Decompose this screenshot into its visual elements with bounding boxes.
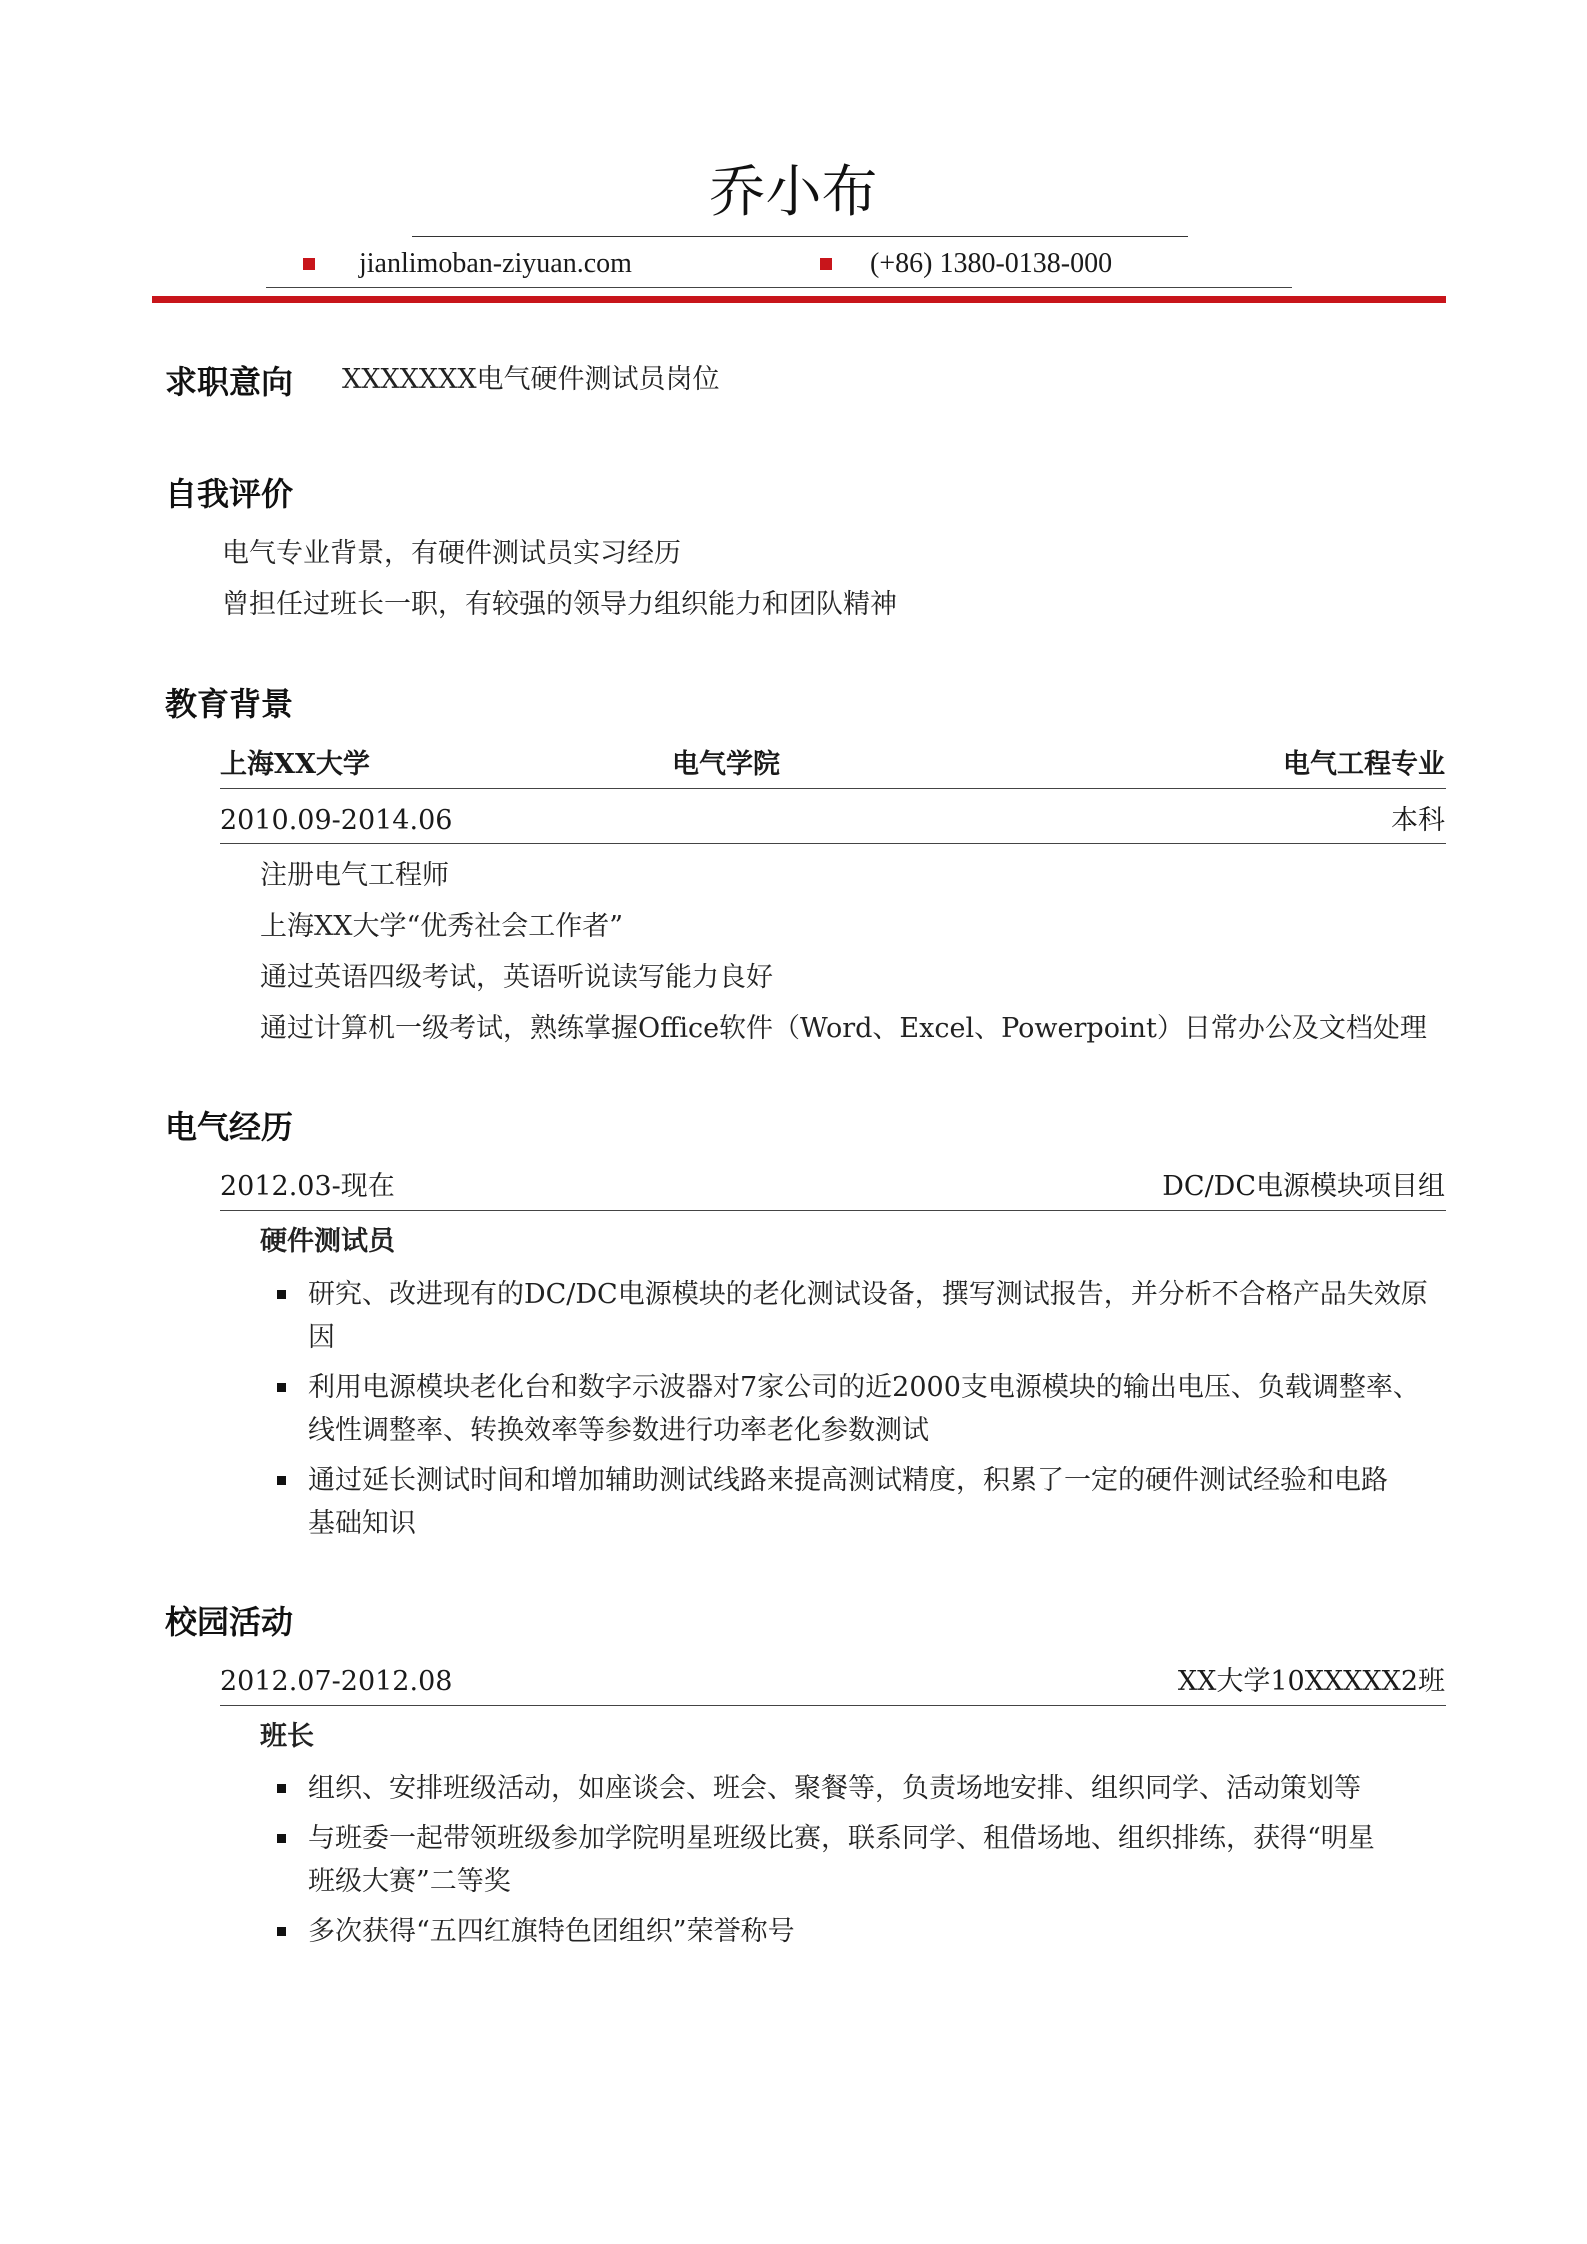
- campus-bullet: [308, 1817, 1448, 1903]
- bullet-icon: [277, 1927, 286, 1936]
- education-period: 2010.09-2014.06: [220, 805, 453, 836]
- red-square-icon: [820, 258, 832, 270]
- education-degree: 本科: [1391, 805, 1445, 836]
- education-period-row: [220, 802, 1445, 840]
- education-header-row: [220, 746, 1445, 784]
- name-underline: [412, 236, 1188, 237]
- divider: [220, 1210, 1446, 1211]
- education-item: 通过计算机一级考试，熟练掌握Office软件（Word、Excel、Powerpoint）日常办公及文档处理: [260, 1013, 1427, 1044]
- campus-period-row: [220, 1663, 1445, 1701]
- divider: [220, 788, 1446, 789]
- campus-bullet: [308, 1910, 1448, 1953]
- section-title-objective: 求职意向: [165, 363, 294, 401]
- section-title-campus: 校园活动: [165, 1603, 294, 1641]
- bullet-line: 因: [308, 1322, 335, 1353]
- campus-period: 2012.07-2012.08: [220, 1666, 453, 1697]
- experience-period-row: [220, 1168, 1445, 1206]
- experience-bullet: [308, 1459, 1448, 1545]
- campus-role: 班长: [260, 1721, 314, 1752]
- bullet-line: 组织、安排班级活动，如座谈会、班会、聚餐等，负责场地安排、组织同学、活动策划等: [308, 1773, 1361, 1804]
- experience-period: 2012.03-现在: [220, 1171, 395, 1202]
- bullet-line: 研究、改进现有的DC/DC电源模块的老化测试设备，撰写测试报告，并分析不合格产品失效原: [308, 1279, 1428, 1310]
- section-title-self-eval: 自我评价: [165, 475, 294, 513]
- bullet-line: 班级大赛”二等奖: [308, 1866, 511, 1897]
- bullet-icon: [277, 1383, 286, 1392]
- red-square-icon: [303, 258, 315, 270]
- campus-bullet: [308, 1767, 1448, 1810]
- self-eval-line: 曾担任过班长一职，有较强的领导力组织能力和团队精神: [222, 589, 897, 620]
- bullet-line: 通过延长测试时间和增加辅助测试线路来提高测试精度，积累了一定的硬件测试经验和电路: [308, 1465, 1388, 1496]
- school-name: 上海XX大学: [220, 749, 370, 780]
- bullet-icon: [277, 1476, 286, 1485]
- phone-text: (+86) 1380-0138-000: [870, 248, 1113, 279]
- contact-underline: [266, 287, 1292, 288]
- experience-role: 硬件测试员: [260, 1226, 395, 1257]
- self-eval-line: 电气专业背景，有硬件测试员实习经历: [222, 538, 681, 569]
- college-name: 电气学院: [672, 749, 780, 780]
- experience-bullet: [308, 1366, 1448, 1452]
- education-item: 上海XX大学“优秀社会工作者”: [260, 911, 624, 942]
- campus-org: XX大学10XXXXX2班: [1177, 1666, 1445, 1697]
- bullet-line: 多次获得“五四红旗特色团组织”荣誉称号: [308, 1916, 795, 1947]
- bullet-icon: [277, 1290, 286, 1299]
- divider: [220, 1705, 1446, 1706]
- major-name: 电气工程专业: [1283, 749, 1445, 780]
- section-title-education: 教育背景: [165, 685, 294, 723]
- experience-bullet: [308, 1273, 1448, 1359]
- divider: [220, 843, 1446, 844]
- website-text: jianlimoban-ziyuan.com: [359, 248, 632, 279]
- bullet-icon: [277, 1834, 286, 1843]
- experience-org: DC/DC电源模块项目组: [1162, 1171, 1445, 1202]
- bullet-line: 基础知识: [308, 1508, 416, 1539]
- bullet-icon: [277, 1784, 286, 1793]
- section-title-experience: 电气经历: [165, 1108, 294, 1146]
- bullet-line: 利用电源模块老化台和数字示波器对7家公司的近2000支电源模块的输出电压、负载调整率、: [308, 1372, 1420, 1403]
- education-item: 通过英语四级考试，英语听说读写能力良好: [260, 962, 773, 993]
- bullet-line: 线性调整率、转换效率等参数进行功率老化参数测试: [308, 1415, 929, 1446]
- bullet-line: 与班委一起带领班级参加学院明星班级比赛，联系同学、租借场地、组织排练，获得“明星: [308, 1823, 1375, 1854]
- header-red-bar: [152, 296, 1446, 303]
- education-item: 注册电气工程师: [260, 860, 449, 891]
- resume-name: 乔小布: [709, 160, 878, 225]
- objective-value: XXXXXXX电气硬件测试员岗位: [342, 364, 720, 395]
